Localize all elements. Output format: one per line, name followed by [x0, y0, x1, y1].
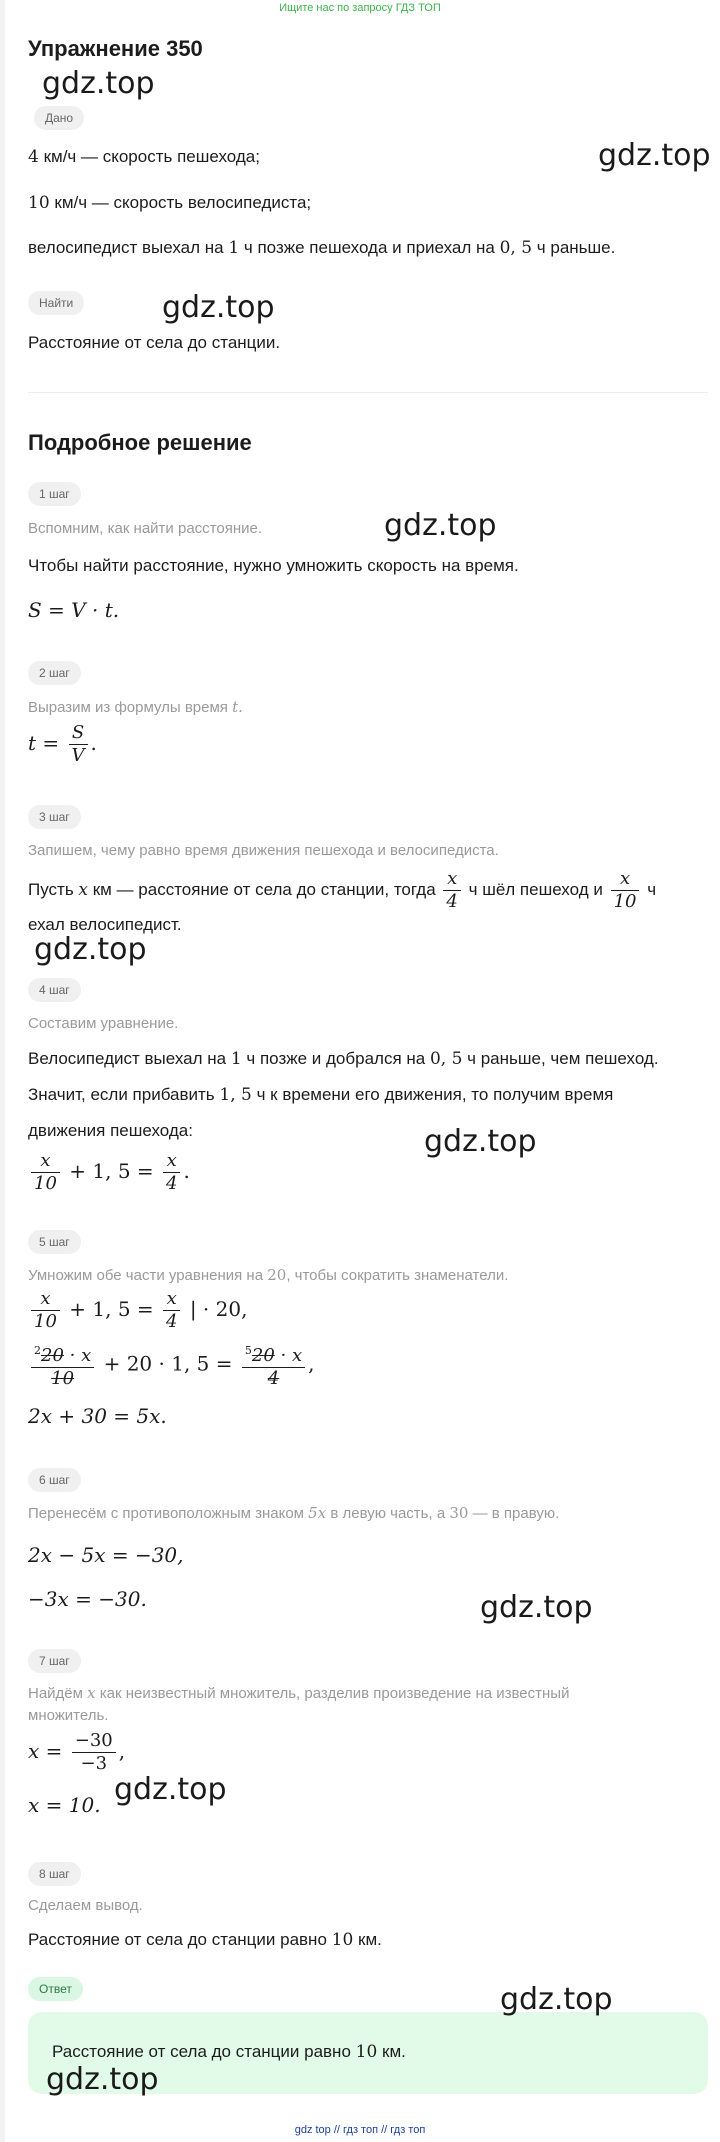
find-text: Расстояние от села до станции. [28, 333, 281, 352]
step-6-tag: 6 шаг [28, 1468, 81, 1492]
given-line-2: 10 км/ч — скорость велосипедиста; [28, 193, 312, 213]
step-6-equation-2: −3x = −30. [28, 1587, 147, 1611]
step-8-tag: 8 шаг [28, 1862, 81, 1886]
step-4-tag: 4 шаг [28, 978, 81, 1002]
watermark: gdz.top [500, 1982, 613, 2017]
watermark: gdz.top [424, 1124, 537, 1159]
watermark: gdz.top [384, 508, 497, 543]
solution-title: Подробное решение [28, 430, 252, 455]
step-5-result: 2x + 30 = 5x. [28, 1404, 167, 1428]
watermark: gdz.top [480, 1590, 593, 1625]
given-line-1: 4 км/ч — скорость пешехода; [28, 147, 260, 167]
step-7-equation-1: x = $\frac{-30}{-3}$ , [28, 1730, 126, 1774]
step-1-formula: S = V · t. [28, 598, 120, 622]
given-line-3: велосипедист выехал на 1 ч позже пешехода и приехал на 0, 5 ч раньше. [28, 238, 616, 258]
step-4-equation: $\frac{x}{10}$ + 1, 5 = $\frac{x}{4}$ . [28, 1150, 190, 1195]
watermark: gdz.top [162, 290, 275, 325]
step-1-hint: Вспомним, как найти расстояние. [28, 520, 263, 537]
watermark: gdz.top [34, 932, 147, 967]
step-7-hint: Найдём x как неизвестный множитель, разделив произведение на известный [28, 1684, 570, 1702]
watermark: gdz.top [598, 138, 711, 173]
top-banner[interactable]: Ищите нас по запросу ГДЗ ТОП [279, 2, 441, 14]
step-5-hint: Умножим обе части уравнения на 20, чтобы сократить знаменатели. [28, 1266, 509, 1284]
watermark: gdz.top [42, 66, 155, 101]
find-tag: Найти [28, 291, 84, 315]
step-4-text-3: движения пешехода: [28, 1121, 193, 1140]
step-3-tag: 3 шаг [28, 805, 81, 829]
step-7-tag: 7 шаг [28, 1649, 81, 1673]
answer-tag: Ответ [28, 1977, 83, 2001]
step-5-equation-2: $\frac{^220 \cdot x}{10}$ + 20 · 1, 5 = $\frac{^520 \cdot x}{4}$ , [28, 1340, 314, 1390]
exercise-title: Упражнение 350 [28, 36, 203, 61]
footer-links[interactable]: gdz top // гдз топ // гдз топ [294, 2124, 426, 2136]
step-1-tag: 1 шаг [28, 482, 81, 506]
step-5-equation-1: $\frac{x}{10}$ + 1, 5 = $\frac{x}{4}$ | · 20, [28, 1288, 247, 1333]
left-rule [0, 0, 5, 2142]
step-8-text: Расстояние от села до станции равно 10 км. [28, 1930, 382, 1950]
section-divider [28, 392, 708, 393]
step-3-hint: Запишем, чему равно время движения пешехода и велосипедиста. [28, 842, 499, 859]
step-1-text: Чтобы найти расстояние, нужно умножить скорость на время. [28, 556, 519, 575]
step-4-text-2: Значит, если прибавить 1, 5 ч к времени его движения, то получим время [28, 1085, 614, 1105]
step-2-hint: Выразим из формулы время t. [28, 698, 243, 716]
step-3-text-2: ехал велосипедист. [28, 915, 182, 934]
given-tag: Дано [34, 106, 84, 130]
watermark: gdz.top [114, 1772, 227, 1807]
step-5-tag: 5 шаг [28, 1230, 81, 1254]
answer-text: Расстояние от села до станции равно 10 км. [52, 2042, 406, 2062]
step-4-hint: Составим уравнение. [28, 1015, 179, 1032]
step-2-tag: 2 шаг [28, 661, 81, 685]
watermark: gdz.top [46, 2062, 159, 2097]
step-2-formula: t = $\frac{S}{V}$ . [28, 722, 97, 766]
step-7-equation-2: x = 10. [28, 1793, 101, 1817]
step-6-hint: Перенесём с противоположным знаком 5x в левую часть, а 30 — в правую. [28, 1504, 560, 1522]
step-6-equation-1: 2x − 5x = −30, [28, 1543, 184, 1567]
step-8-hint: Сделаем вывод. [28, 1897, 143, 1914]
step-3-text: Пусть x км — расстояние от села до станции, тогда $\frac{x}{4}$ ч шёл пешеход и $\frac{x}{10}$ ч [28, 868, 657, 912]
step-7-hint-2: множитель. [28, 1707, 109, 1724]
step-4-text-1: Велосипедист выехал на 1 ч позже и добрался на 0, 5 ч раньше, чем пешеход. [28, 1049, 659, 1069]
